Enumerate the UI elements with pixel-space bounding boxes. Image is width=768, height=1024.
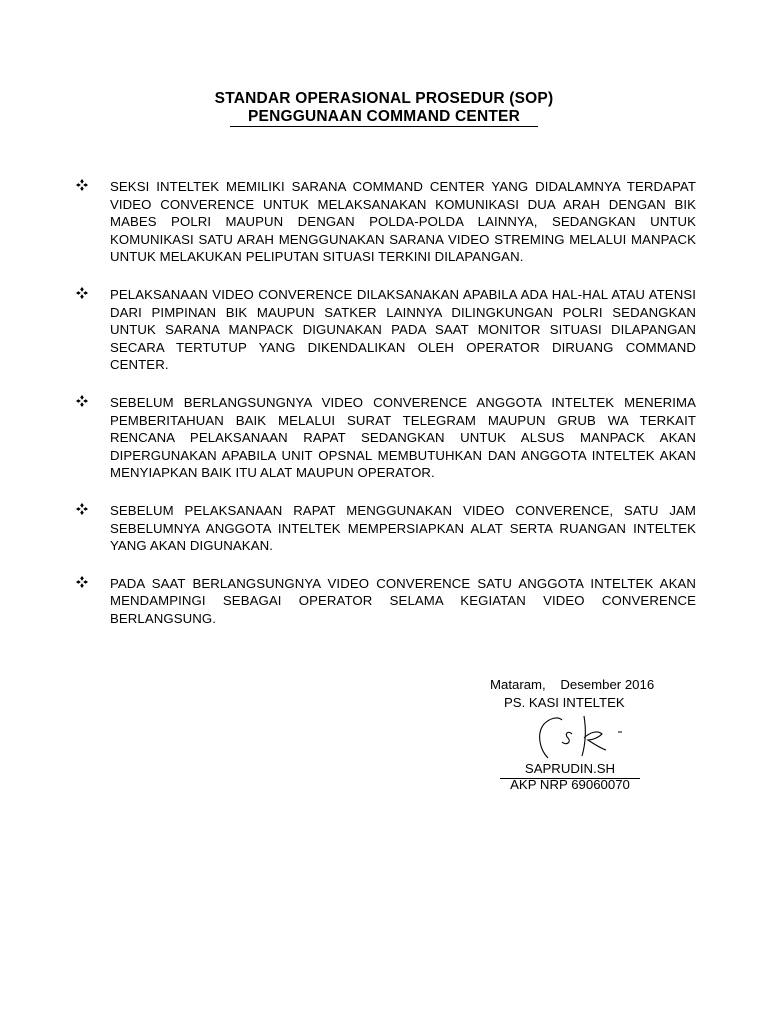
document-title: STANDAR OPERASIONAL PROSEDUR (SOP) xyxy=(214,90,554,107)
sop-item-text: SEBELUM BERLANGSUNGNYA VIDEO CONVERENCE ANGGOTA INTELTEK MENERIMA PEMBERITAHUAN BAIK MELALUI SURAT TELEGRAM MAUPUN GRUB WA TERKAIT RENCANA PELAKSANAAN RAPAT SEDANGKAN UNTUK ALSUS MANPACK AKAN DIPERGUNAKAN APABILA UNIT OPSNAL MEMBUTUHKAN DAN ANGGOTA INTELTEK AKAN MENYIAPKAN BAIK ITU ALAT MAUPUN OPERATOR. xyxy=(110,394,696,481)
four-diamond-bullet-icon xyxy=(76,287,88,299)
four-diamond-bullet-icon xyxy=(76,576,88,588)
four-diamond-bullet-icon xyxy=(76,503,88,515)
signer-name: SAPRUDIN.SH xyxy=(500,760,640,779)
place-date: Mataram, Desember 2016 xyxy=(490,677,655,692)
sop-item-text: PADA SAAT BERLANGSUNGNYA VIDEO CONVERENCE SATU ANGGOTA INTELTEK AKAN MENDAMPINGI SEBAGAI OPERATOR SELAMA KEGIATAN VIDEO CONVERENCE BERLANGSUNG. xyxy=(110,575,696,626)
document-subtitle: PENGGUNAAN COMMAND CENTER xyxy=(230,108,538,127)
sop-item-text: SEKSI INTELTEK MEMILIKI SARANA COMMAND CENTER YANG DIDALAMNYA TERDAPAT VIDEO CONVERENCE UNTUK MELAKSANAKAN KOMUNIKASI DUA ARAH DENGAN BIK MABES POLRI MAUPUN DENGAN POLDA-POLDA LAINNYA, SEDANGKAN UNTUK KOMUNIKASI SATU ARAH MENGGUNAKAN SARANA VIDEO STREMING MELALUI MANPACK UNTUK MELAKUKAN PELIPUTAN SITUASI TERKINI DILAPANGAN. xyxy=(110,179,696,265)
sop-item xyxy=(76,502,696,555)
sop-item xyxy=(76,575,696,628)
handwritten-signature xyxy=(518,712,648,762)
signer-nrp: AKP NRP 69060070 xyxy=(510,777,630,792)
four-diamond-bullet-icon xyxy=(76,395,88,407)
signer-role: PS. KASI INTELTEK xyxy=(504,695,625,710)
signature-block xyxy=(490,676,720,792)
sop-item xyxy=(76,286,696,374)
sop-item xyxy=(76,394,696,482)
sop-item-text: SEBELUM PELAKSANAAN RAPAT MENGGUNAKAN VIDEO CONVERENCE, SATU JAM SEBELUMNYA ANGGOTA INTELTEK MEMPERSIAPKAN ALAT SERTA RUANGAN INTELTEK YANG AKAN DIGUNAKAN. xyxy=(110,502,696,554)
sop-item xyxy=(76,178,696,266)
four-diamond-bullet-icon xyxy=(76,179,88,191)
title-block xyxy=(0,90,768,127)
sop-item-text: PELAKSANAAN VIDEO CONVERENCE DILAKSANAKAN APABILA ADA HAL-HAL ATAU ATENSI DARI PIMPINAN BIK MAUPUN SATKER LAINNYA DILINGKUNGAN POLRI SEDANGKAN UNTUK SARANA MANPACK DIGUNAKAN PADA SAAT MONITOR SITUASI DILAPANGAN SECARA TERTUTUP YANG DIKENDALIKAN OLEH OPERATOR DIRUANG COMMAND CENTER. xyxy=(110,286,696,373)
sop-list xyxy=(76,178,696,647)
